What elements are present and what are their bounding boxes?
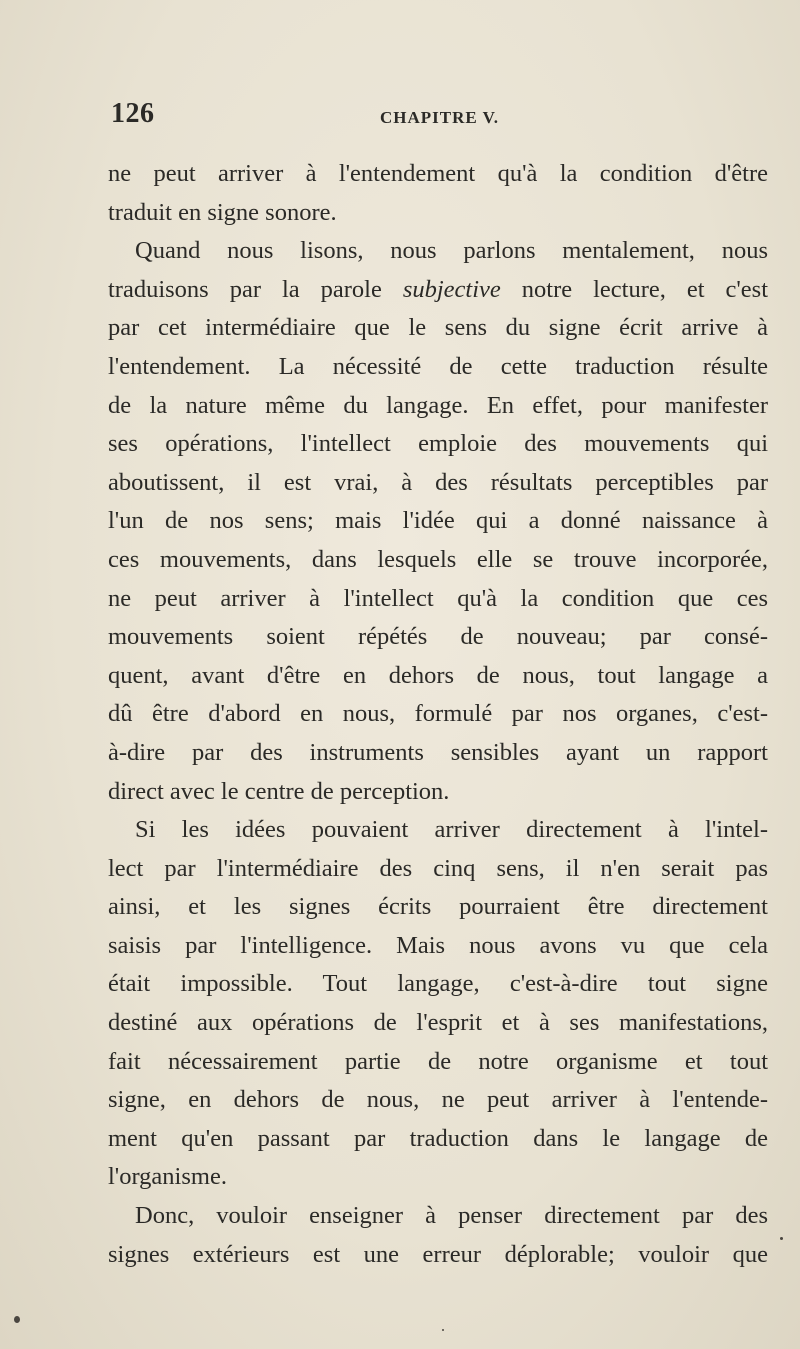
text-line: ne peut arriver à l'entendement qu'à la condition d'être xyxy=(108,160,768,187)
text-line: à-dire par des instruments sensibles ayant un rapport xyxy=(108,738,768,766)
text-line: de la nature même du langage. En effet, pour manifester xyxy=(108,391,768,419)
text-line: mouvements soient répétés de nouveau; par consé- xyxy=(108,623,768,651)
text-line: ne peut arriver à l'intellect qu'à la condition que ces xyxy=(108,584,768,612)
page-header xyxy=(108,98,768,138)
text-line: Donc, vouloir enseigner à penser directement par des xyxy=(135,1202,768,1230)
text-line: ces mouvements, dans lesquels elle se trouve incorporée, xyxy=(108,545,768,573)
text-line: saisis par l'intelligence. Mais nous avons vu que cela xyxy=(108,931,768,959)
text-segment: traduisons par la parole xyxy=(108,275,403,303)
text-line: par cet intermédiaire que le sens du signe écrit arrive à xyxy=(108,314,768,342)
text-line: traduit en signe sonore. xyxy=(108,198,337,226)
text-line: Quand nous lisons, nous parlons mentalement, nous xyxy=(135,237,768,265)
text-line: aboutissent, il est vrai, à des résultats perceptibles par xyxy=(108,468,768,496)
text-segment: notre lecture, et c'est xyxy=(500,275,768,303)
italic-word: subjective xyxy=(402,275,501,303)
text-line: quent, avant d'être en dehors de nous, tout langage a xyxy=(108,661,768,689)
text-line: l'organisme. xyxy=(108,1163,227,1191)
text-line: l'entendement. La nécessité de cette traduction résulte xyxy=(108,352,768,380)
text-line: lect par l'intermédiaire des cinq sens, il n'en serait pas xyxy=(108,854,768,882)
text-line: ses opérations, l'intellect emploie des mouvements qui xyxy=(108,430,768,458)
running-head: CHAPITRE V. xyxy=(380,108,500,127)
text-line xyxy=(108,271,768,310)
text-line: signes extérieurs est une erreur déplorable; vouloir que xyxy=(108,1240,768,1268)
body-text xyxy=(108,155,768,1274)
text-line: ainsi, et les signes écrits pourraient être directement xyxy=(108,893,768,921)
text-line: ment qu'en passant par traduction dans le langage de xyxy=(108,1124,768,1152)
ink-speck xyxy=(14,1316,20,1323)
ink-speck xyxy=(780,1237,783,1240)
text-line: était impossible. Tout langage, c'est-à-dire tout signe xyxy=(108,970,768,998)
text-line: Si les idées pouvaient arriver directement à l'intel- xyxy=(135,816,768,844)
text-line: dû être d'abord en nous, formulé par nos organes, c'est- xyxy=(108,700,768,728)
ink-speck xyxy=(442,1329,444,1331)
text-line: fait nécessairement partie de notre organisme et tout xyxy=(108,1047,768,1075)
text-line: direct avec le centre de perception. xyxy=(108,777,450,805)
page-number: 126 xyxy=(111,98,155,129)
text-line: l'un de nos sens; mais l'idée qui a donné naissance à xyxy=(108,507,768,535)
text-line: signe, en dehors de nous, ne peut arriver à l'entende- xyxy=(108,1086,768,1114)
text-line: destiné aux opérations de l'esprit et à ses manifestations, xyxy=(108,1009,768,1037)
